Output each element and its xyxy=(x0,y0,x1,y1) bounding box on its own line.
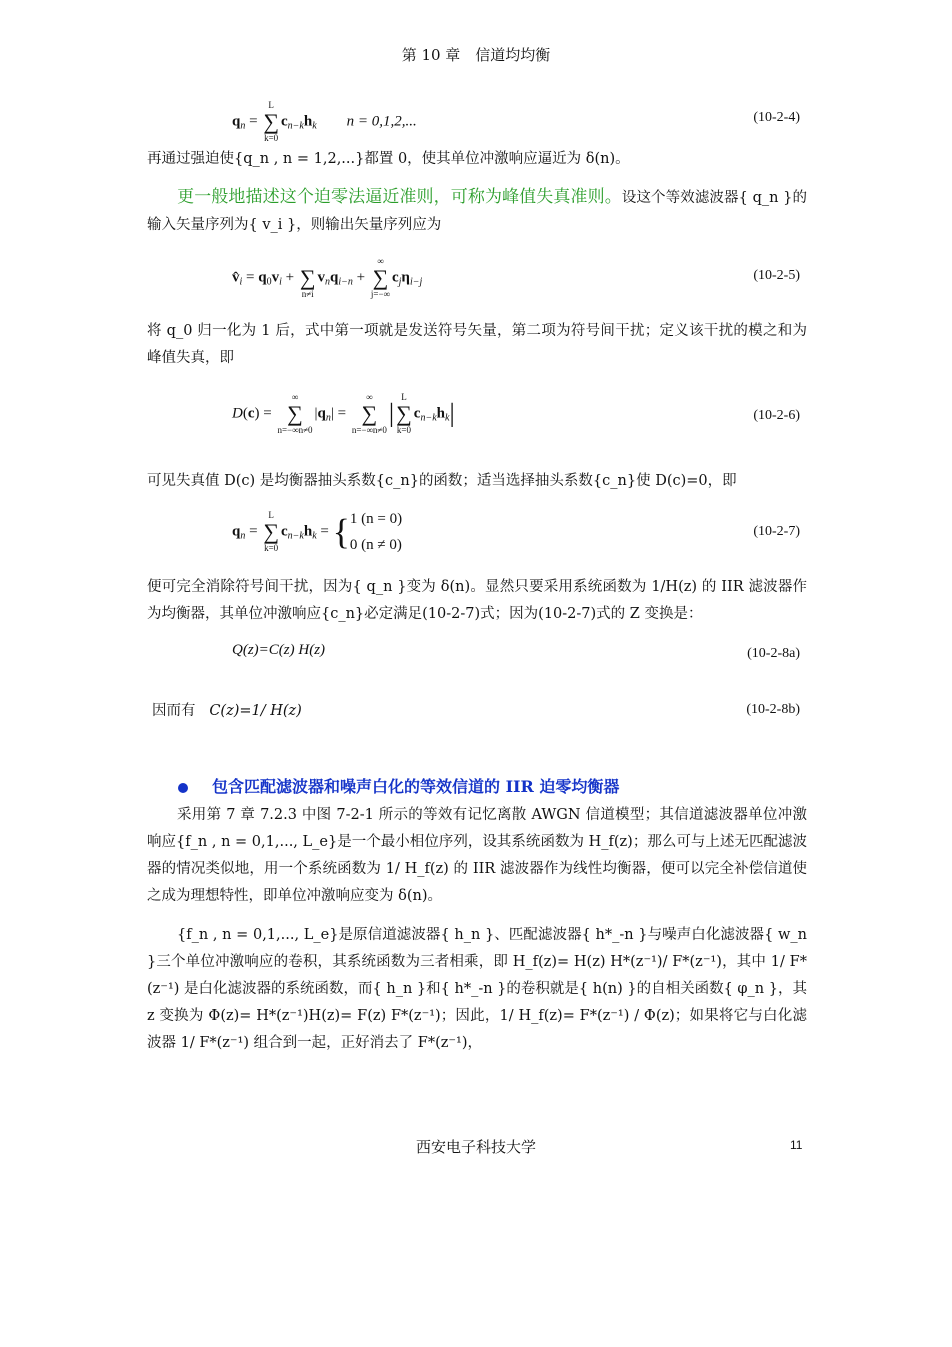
equation-number: (10-2-6) xyxy=(753,408,800,423)
paragraph-3: 将 q_0 归一化为 1 后，式中第一项就是发送符号矢量，第二项为符号间干扰；定义该干扰的模之和为峰值失真，即 xyxy=(147,323,807,366)
equation-10-2-8b: 因而有 C(z)=1/ H(z) xyxy=(152,703,302,719)
equation-number: (10-2-4) xyxy=(753,110,800,125)
equation-number: (10-2-8a) xyxy=(747,646,800,661)
case-line: 1 (n = 0) xyxy=(349,511,403,527)
equation-number: (10-2-5) xyxy=(753,268,800,283)
case-line: 0 (n ≠ 0) xyxy=(349,537,402,553)
page-footer: 西安电子科技大学 xyxy=(415,1138,536,1156)
paragraph-7: {f_n , n = 0,1,..., L_e}是原信道滤波器{ h_n }、匹配滤波器{ h*_-n }与噪声白化滤波器{ w_n }三个单位冲激响应的卷积，其系统函数为三者相乘，即 H_f(z)= H(z) H*(z⁻¹)/ F*(z⁻¹)，其中 1/ F*(z⁻¹) 是白化滤波器的系统函数，而{ h_n }和{ h*_-n }的卷积就是{ h(n) }的自相关函数{ φ_n }，其 z 变换为 Φ(z)= H*(z⁻¹)H(z)= F(z) F*(z⁻¹)；因此，1/ H_f(z)= F*(z⁻¹) / Φ(z)；如果将它与白化滤波器 1/ F*(z⁻¹) 组合到一起，正好消去了 F*(z⁻¹)， xyxy=(147,927,807,1051)
equation-10-2-5: $v̂_i = q_0v_i$ + ∑ $n\ne iv_nq_{i-n}$ + ∞ ∑ $j=-\infty c_j\eta_{i-j}$ xyxy=(232,256,423,299)
paragraph-1: 再通过强迫使{q_n , n = 1,2,...}都置 0，使其单位冲激响应逼近为 δ(n)。 xyxy=(147,151,630,167)
equation-10-2-8a: Q(z)=C(z) H(z) xyxy=(232,642,326,658)
paragraph-5: 便可完全消除符号间干扰，因为{ q_n }变为 δ(n)。显然只要采用系统函数为 1/H(z) 的 IIR 滤波器作为均衡器，其单位冲激响应{c_n}必定满足(10-2-7)式；因为(10-2-7)式的 Z 变换是： xyxy=(147,579,807,622)
equation-number: (10-2-8b) xyxy=(746,702,800,717)
page-number: 11 xyxy=(790,1138,803,1152)
paragraph-2: 更一般地描述这个迫零法逼近准则，可称为峰值失真准则。设这个等效滤波器{ q_n }的输入矢量序列为{ v_i }，则输出矢量序列应为 xyxy=(147,187,807,233)
equation-10-2-6: D(c) = ∞ ∑ $n=-\infty n\ne 0|q_n|$ = ∞ ∑ n=−∞n≠0|L ∑ $k=0c_{n-k}h_k|$ xyxy=(232,392,455,435)
paragraph-6: 采用第 7 章 7.2.3 中图 7-2-1 所示的等效有记忆离散 AWGN 信道模型；其信道滤波器单位冲激响应{f_n , n = 0,1,..., L_e}是一个最小相位序列，设其系统函数为 H_f(z)；那么可与上述无匹配滤波器的情况类似地，用一个系统函数为 1/ H_f(z) 的 IIR 滤波器作为线性均衡器，便可以完全补偿信道使之成为理想特性，即单位冲激响应变为 δ(n)。 xyxy=(147,807,807,904)
highlight-text: 更一般地描述这个迫零法逼近准则，可称为峰值失真准则。 xyxy=(177,187,622,207)
equation-10-2-4: $q_n = L$ ∑ $k=0c_{n-k}h_k$ n = 0,1,2,... xyxy=(232,100,417,143)
equation-number: (10-2-7) xyxy=(753,524,800,539)
paragraph-4: 可见失真值 D(c) 是均衡器抽头系数{c_n}的函数；适当选择抽头系数{c_n}使 D(c)=0，即 xyxy=(147,473,737,489)
equation-10-2-7: $q_n = L$ ∑ $k=0c_{n-k}h_k$ = { 1 (n = 0) 0 (n ≠ 0) xyxy=(232,506,402,558)
section-heading: 包含匹配滤波器和噪声白化的等效信道的 IIR 迫零均衡器 xyxy=(178,774,619,797)
page-header: 第 10 章 信道均均衡 xyxy=(401,46,551,64)
equation-condition: n = 0,1,2,... xyxy=(346,113,417,130)
bullet-icon xyxy=(178,783,188,793)
